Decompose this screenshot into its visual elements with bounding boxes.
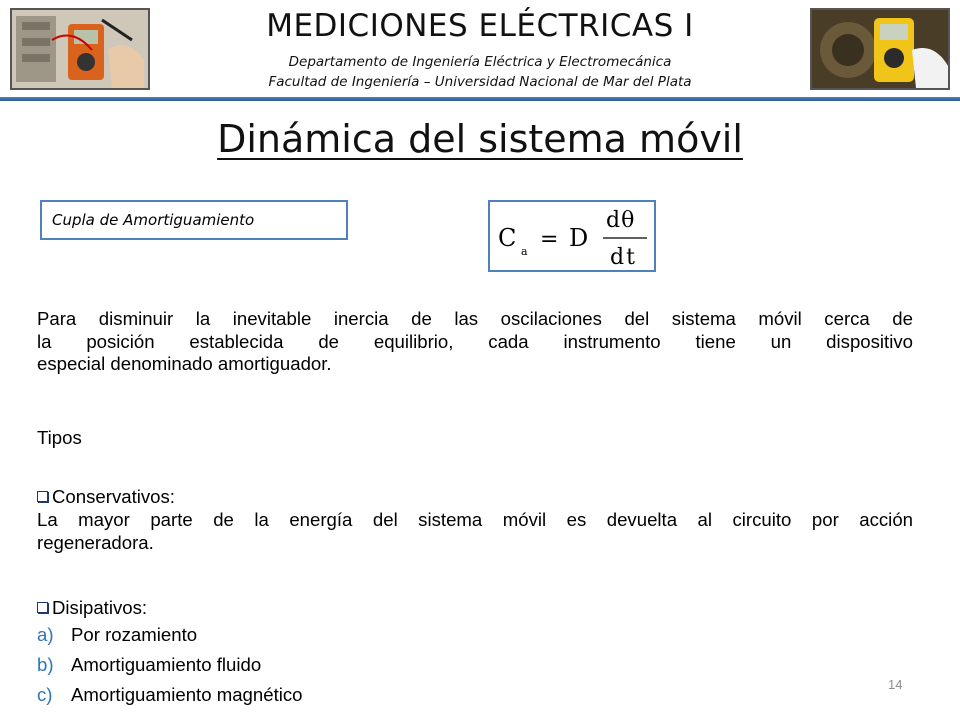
formula-denominator: dt	[610, 245, 637, 270]
conservative-description	[37, 509, 913, 554]
dissipative-heading	[37, 597, 147, 619]
faculty-subtitle: Facultad de Ingeniería – Universidad Nacional de Mar del Plata	[268, 74, 692, 90]
conservative-line: La mayor parte de la energía del sistema móvil es devuelta al circuito por acción	[37, 509, 913, 530]
formula-coefficient: D	[569, 224, 589, 252]
list-item-text: Amortiguamiento magnético	[71, 684, 303, 705]
list-item-marker: a)	[37, 624, 54, 645]
course-title: MEDICIONES ELÉCTRICAS I	[266, 8, 694, 44]
formula-lhs-subscript: a	[521, 245, 528, 258]
list-item	[37, 654, 261, 676]
formula-numerator: dθ	[606, 208, 636, 233]
header-divider	[0, 97, 960, 101]
formula-equals: =	[540, 227, 559, 252]
conservative-heading-text: Conservativos:	[52, 486, 175, 507]
dissipative-heading-text: Disipativos:	[52, 597, 148, 618]
list-item-text: Amortiguamiento fluido	[71, 654, 262, 675]
checkbox-bullet-icon	[37, 491, 48, 502]
paragraph-line: especial denominado amortiguador.	[37, 353, 332, 374]
damping-torque-formula	[488, 200, 656, 272]
page-number: 14	[888, 677, 903, 692]
conservative-heading	[37, 486, 175, 508]
formula-lhs: C	[498, 224, 517, 252]
list-item	[37, 624, 197, 646]
types-label: Tipos	[37, 427, 82, 448]
department-subtitle: Departamento de Ingeniería Eléctrica y Electromecánica	[288, 54, 672, 70]
paragraph-line: Para disminuir la inevitable inercia de las oscilaciones del sistema móvil cerca de	[37, 308, 913, 329]
intro-paragraph	[37, 308, 913, 376]
conservative-line: regeneradora.	[37, 531, 154, 553]
list-item-marker: b)	[37, 654, 54, 675]
list-item	[37, 684, 303, 706]
formula-svg	[490, 202, 654, 270]
damping-torque-label: Cupla de Amortiguamiento	[52, 211, 255, 229]
list-item-marker: c)	[37, 684, 53, 705]
slide-title: Dinámica del sistema móvil	[217, 117, 743, 161]
list-item-text: Por rozamiento	[71, 624, 198, 645]
paragraph-line: la posición establecida de equilibrio, cada instrumento tiene un dispositivo	[37, 330, 913, 352]
damping-torque-label-box	[40, 200, 348, 240]
checkbox-bullet-icon	[37, 602, 48, 613]
